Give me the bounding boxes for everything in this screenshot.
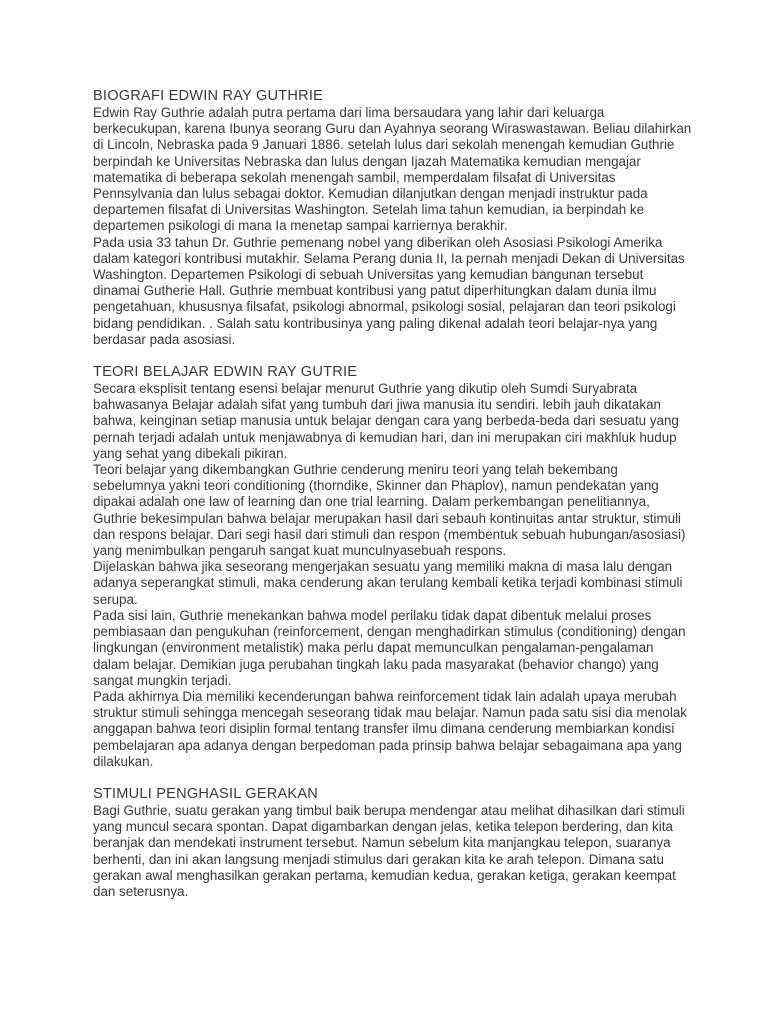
section-teori-belajar xyxy=(93,364,693,770)
paragraph: Pada usia 33 tahun Dr. Guthrie pemenang nobel yang diberikan oleh Asosiasi Psikologi Amerika dalam kategori kontribusi mutakhir. Selama Perang dunia II, Ia pernah menjadi Dekan di Universitas Washington. Departemen Psikologi di sebuah Universitas yang kemudian bangunan tersebut dinamai Gutherie Hall. Guthrie membuat kontribusi yang patut diperhitungkan dalam dunia ilmu pengetahuan, khususnya filsafat, psikologi abnormal, psikologi sosial, pelajaran dan teori psikologi bidang pendidikan. . Salah satu kontribusinya yang paling dikenal adalah teori belajar-nya yang berdasar pada asosiasi. xyxy=(93,234,685,347)
paragraph: Secara eksplisit tentang esensi belajar menurut Guthrie yang dikutip oleh Sumdi Suryabrata bahwasanya Belajar adalah sifat yang tumbuh dari jiwa manusia itu sendiri. lebih jauh dikatakan bahwa, keinginan setiap manusia untuk belajar dengan cara yang berbeda-beda dari sesuatu yang pernah terjadi adalah untuk menjawabnya di kemudian hari, dan ini merupakan ciri makhluk hudup yang sehat yang dibekali pikiran. xyxy=(93,381,679,461)
section-spacer xyxy=(93,770,693,786)
section-title: TEORI BELAJAR EDWIN RAY GUTRIE xyxy=(93,364,358,381)
paragraph: Edwin Ray Guthrie adalah putra pertama dari lima bersaudara yang lahir dari keluarga berkecukupan, karena Ibunya seorang Guru dan Ayahnya seorang Wiraswastawan. Beliau dilahirkan di Lincoln, Nebraska pada 9 Januari 1886. setelah lulus dari sekolah menengah kemudian Guthrie berpindah ke Universitas Nebraska dan lulus dengan Ijazah Matematika kemudian mengajar matematika di beberapa sekolah menengah sambil, memperdalam filsafat di Universitas Pennsylvania dan lulus sebagai doktor. Kemudian dilanjutkan dengan menjadi instruktur pada departemen filsafat di Universitas Washington. Setelah lima tahun kemudian, ia berpindah ke departemen psikologi di mana Ia menetap sampai karriernya berakhir. xyxy=(93,105,692,234)
paragraph: Teori belajar yang dikembangkan Guthrie cenderung meniru teori yang telah bekembang sebelumnya yakni teori conditioning (thorndike, Skinner dan Phaplov), namun pendekatan yang dipakai adalah one law of learning dan one trial learning. Dalam perkembangan penelitiannya, Guthrie bekesimpulan bahwa belajar merupakan hasil dari sebauh kontinuitas antar struktur, stimuli dan respons belajar. Dari segi hasil dari stimuli dan respon (membentuk sebuah hubungan/asosiasi) yang menimbulkan pengaruh sangat kuat munculnyasebuah respons. xyxy=(93,462,686,559)
document-content xyxy=(93,88,693,900)
section-title: BIOGRAFI EDWIN RAY GUTHRIE xyxy=(93,88,324,104)
section-spacer xyxy=(93,348,693,364)
section-biografi xyxy=(93,88,693,348)
paragraph: Pada akhirnya Dia memiliki kecenderungan bahwa reinforcement tidak lain adalah upaya merubah struktur stimuli sehingga mencegah seseorang tidak mau belajar. Namun pada satu sisi dia menolak anggapan bahwa teori disiplin formal tentang transfer ilmu dimana cenderung membiarkan kondisi pembelajaran apa adanya dengan berpedoman pada prinsip bahwa belajar sebagaimana apa yang dilakukan. xyxy=(93,688,687,769)
section-stimuli xyxy=(93,786,693,900)
paragraph: Dijelaskan bahwa jika seseorang mengerjakan sesuatu yang memiliki makna di masa lalu dengan adanya seperangkat stimuli, maka cenderung akan terulang kembali ketika terjadi kombinasi stimuli serupa. xyxy=(93,559,683,607)
paragraph: Pada sisi lain, Guthrie menekankan bahwa model perilaku tidak dapat dibentuk melalui proses pembiasaan dan pengukuhan (reinforcement, dengan menghadirkan stimulus (conditioning) dengan lingkungan (environment metalistik) maka perlu dapat memunculkan pengalaman-pengalaman dalam belajar. Demikian juga perubahan tingkah laku pada masyarakat (behavior chango) yang sangat mungkin terjadi. xyxy=(93,607,686,688)
section-title: STIMULI PENGHASIL GERAKAN xyxy=(93,785,319,802)
paragraph: Bagi Guthrie, suatu gerakan yang timbul baik berupa mendengar atau melihat dihasilkan dari stimuli yang muncul secara spontan. Dapat digambarkan dengan jelas, ketika telepon berdering, dan kita beranjak dan mendekati instrument tersebut. Namun sebelum kita manjangkau telepon, suaranya berhenti, dan ini akan langsung menjadi stimulus dari gerakan kita ke arah telepon. Dimana satu gerakan awal menghasilkan gerakan pertama, kemudian kedua, gerakan ketiga, gerakan keempat dan seterusnya. xyxy=(93,802,685,899)
